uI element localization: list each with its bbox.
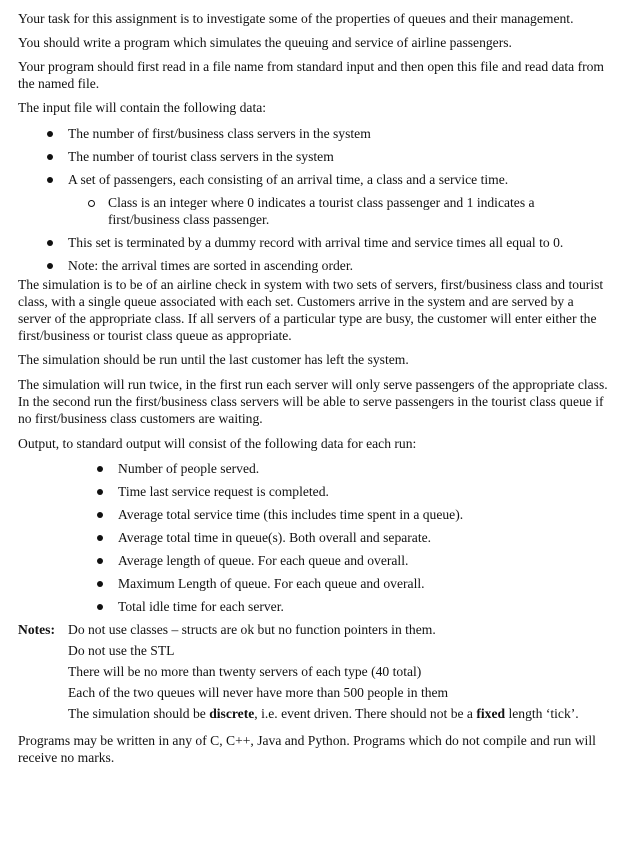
- list-item: Total idle time for each server.: [18, 598, 608, 615]
- body-paragraph: The simulation is to be of an airline check in system with two sets of servers, first/business class and tourist class, with a single queue associated with each set. Customers arrive in the system and are served by a server of the appropriate class. If all servers of a particular type are busy, the customer will enter either the first/business or tourist class queue as appropriate.: [18, 277, 604, 343]
- note-item: Do not use the STL: [68, 643, 175, 658]
- list-item: Average total service time (this includes time spent in a queue).: [18, 506, 608, 523]
- list-item: Number of people served.: [18, 460, 608, 477]
- list-item: Average total time in queue(s). Both overall and separate.: [18, 529, 608, 546]
- body-paragraph: Output, to standard output will consist of the following data for each run:: [18, 436, 417, 451]
- intro-paragraph: The input file will contain the following data:: [18, 100, 267, 115]
- input-data-list-continued: [18, 234, 608, 274]
- notes-body: [68, 621, 579, 726]
- intro-paragraph: You should write a program which simulates the queuing and service of airline passengers.: [18, 35, 512, 50]
- list-item: This set is terminated by a dummy record with arrival time and service times all equal to 0.: [18, 234, 608, 251]
- list-item: Note: the arrival times are sorted in ascending order.: [18, 257, 608, 274]
- output-data-list: [18, 460, 608, 615]
- notes-section: [18, 621, 608, 726]
- note-bold-text: fixed: [476, 706, 506, 721]
- note-item: Each of the two queues will never have more than 500 people in them: [68, 685, 449, 700]
- note-text: length ‘tick’.: [505, 706, 579, 721]
- sub-list-item: Class is an integer where 0 indicates a tourist class passenger and 1 indicates a first/business class passenger.: [18, 194, 608, 228]
- list-item: Time last service request is completed.: [18, 483, 608, 500]
- note-bold-text: discrete: [209, 706, 255, 721]
- list-item: A set of passengers, each consisting of an arrival time, a class and a service time.: [18, 171, 608, 188]
- note-text: The simulation should be: [68, 706, 210, 721]
- body-paragraph: The simulation should be run until the last customer has left the system.: [18, 352, 409, 367]
- notes-label: Notes:: [18, 622, 55, 637]
- note-item: Do not use classes – structs are ok but no function pointers in them.: [68, 622, 436, 637]
- list-item: The number of tourist class servers in the system: [18, 148, 608, 165]
- input-data-list: [18, 125, 608, 188]
- note-item: There will be no more than twenty servers of each type (40 total): [68, 664, 422, 679]
- intro-paragraph: Your program should first read in a file name from standard input and then open this file and read data from the named file.: [18, 59, 605, 91]
- body-paragraph: The simulation will run twice, in the first run each server will only serve passengers of the appropriate class. In the second run the first/business class servers will be able to serve passengers in the tourist class queue if no first/business class customers are waiting.: [18, 377, 608, 426]
- assignment-document: [18, 10, 608, 766]
- list-item: Average length of queue. For each queue and overall.: [18, 552, 608, 569]
- note-item: [68, 705, 579, 722]
- input-sub-list: [18, 194, 608, 228]
- list-item: The number of first/business class servers in the system: [18, 125, 608, 142]
- note-text: , i.e. event driven. There should not be a: [254, 706, 477, 721]
- list-item: Maximum Length of queue. For each queue and overall.: [18, 575, 608, 592]
- closing-paragraph: Programs may be written in any of C, C++, Java and Python. Programs which do not compile and run will receive no marks.: [18, 733, 596, 765]
- intro-paragraph: Your task for this assignment is to investigate some of the properties of queues and their management.: [18, 11, 574, 26]
